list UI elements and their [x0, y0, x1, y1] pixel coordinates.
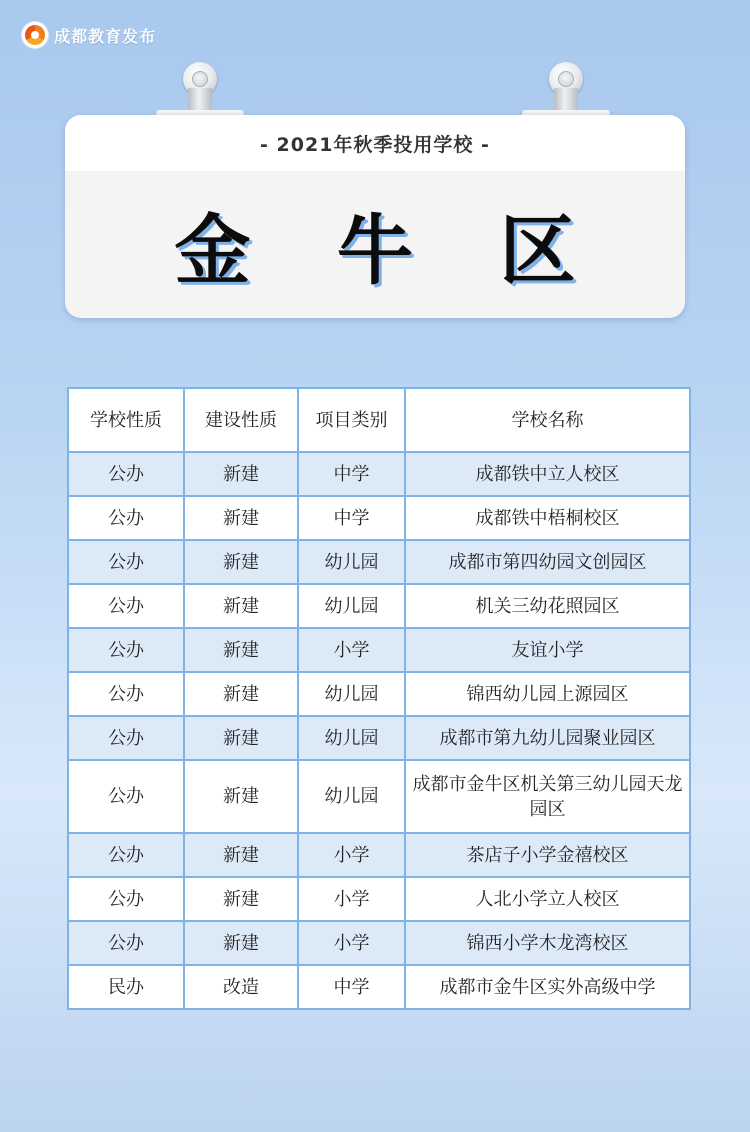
cell-school-nature: 公办	[68, 672, 184, 716]
schools-table	[67, 387, 689, 1010]
table-row	[68, 716, 690, 760]
cell-school-nature: 公办	[68, 540, 184, 584]
cell-school-name: 成都铁中梧桐校区	[405, 496, 690, 540]
cell-project-category: 幼儿园	[298, 672, 405, 716]
table-row	[68, 672, 690, 716]
cell-construction-type: 新建	[184, 496, 298, 540]
cell-school-nature: 公办	[68, 628, 184, 672]
table-row	[68, 584, 690, 628]
cell-school-name: 锦西幼儿园上源园区	[405, 672, 690, 716]
table-row	[68, 628, 690, 672]
header-school-nature: 学校性质	[68, 388, 184, 452]
cell-project-category: 小学	[298, 921, 405, 965]
cell-school-nature: 公办	[68, 921, 184, 965]
table-row	[68, 921, 690, 965]
cell-construction-type: 新建	[184, 877, 298, 921]
cell-construction-type: 改造	[184, 965, 298, 1009]
cell-construction-type: 新建	[184, 628, 298, 672]
cell-school-name: 成都市金牛区实外高级中学	[405, 965, 690, 1009]
cell-project-category: 幼儿园	[298, 716, 405, 760]
cell-school-nature: 公办	[68, 452, 184, 496]
table-row	[68, 540, 690, 584]
cell-school-nature: 公办	[68, 760, 184, 833]
cell-project-category: 幼儿园	[298, 540, 405, 584]
cell-project-category: 幼儿园	[298, 584, 405, 628]
cell-school-name: 茶店子小学金禧校区	[405, 833, 690, 877]
header-school-name: 学校名称	[405, 388, 690, 452]
table-header-row	[68, 388, 690, 452]
table-row	[68, 965, 690, 1009]
cell-construction-type: 新建	[184, 833, 298, 877]
header-project-category: 项目类别	[298, 388, 405, 452]
table-body	[68, 452, 690, 1009]
title-card	[65, 115, 685, 318]
table-row	[68, 833, 690, 877]
brand-name: 成都教育发布	[54, 26, 157, 46]
cell-school-name: 机关三幼花照园区	[405, 584, 690, 628]
cell-school-nature: 公办	[68, 496, 184, 540]
table-row	[68, 877, 690, 921]
cell-project-category: 中学	[298, 965, 405, 1009]
cell-school-name: 友谊小学	[405, 628, 690, 672]
cell-project-category: 幼儿园	[298, 760, 405, 833]
cell-project-category: 小学	[298, 628, 405, 672]
card-subtitle: - 2021年秋季投用学校 -	[65, 115, 685, 171]
cell-school-name: 锦西小学木龙湾校区	[405, 921, 690, 965]
district-title: 金 牛 区	[174, 206, 606, 295]
cell-project-category: 小学	[298, 877, 405, 921]
table-row	[68, 452, 690, 496]
table-row	[68, 760, 690, 833]
cell-school-name: 成都铁中立人校区	[405, 452, 690, 496]
cell-school-name: 成都市金牛区机关第三幼儿园天龙园区	[405, 760, 690, 833]
header-construction-type: 建设性质	[184, 388, 298, 452]
cell-construction-type: 新建	[184, 672, 298, 716]
orange-ring-logo-icon	[22, 22, 48, 48]
cell-school-nature: 公办	[68, 716, 184, 760]
cell-project-category: 小学	[298, 833, 405, 877]
cell-project-category: 中学	[298, 496, 405, 540]
cell-school-name: 成都市第四幼园文创园区	[405, 540, 690, 584]
cell-construction-type: 新建	[184, 540, 298, 584]
cell-school-nature: 公办	[68, 833, 184, 877]
cell-construction-type: 新建	[184, 584, 298, 628]
cell-school-name: 人北小学立人校区	[405, 877, 690, 921]
table-row	[68, 496, 690, 540]
brand	[22, 22, 156, 48]
cell-school-name: 成都市第九幼儿园聚业园区	[405, 716, 690, 760]
cell-school-nature: 公办	[68, 584, 184, 628]
cell-project-category: 中学	[298, 452, 405, 496]
cell-school-nature: 民办	[68, 965, 184, 1009]
cell-school-nature: 公办	[68, 877, 184, 921]
cell-construction-type: 新建	[184, 921, 298, 965]
cell-construction-type: 新建	[184, 452, 298, 496]
cell-construction-type: 新建	[184, 760, 298, 833]
cell-construction-type: 新建	[184, 716, 298, 760]
